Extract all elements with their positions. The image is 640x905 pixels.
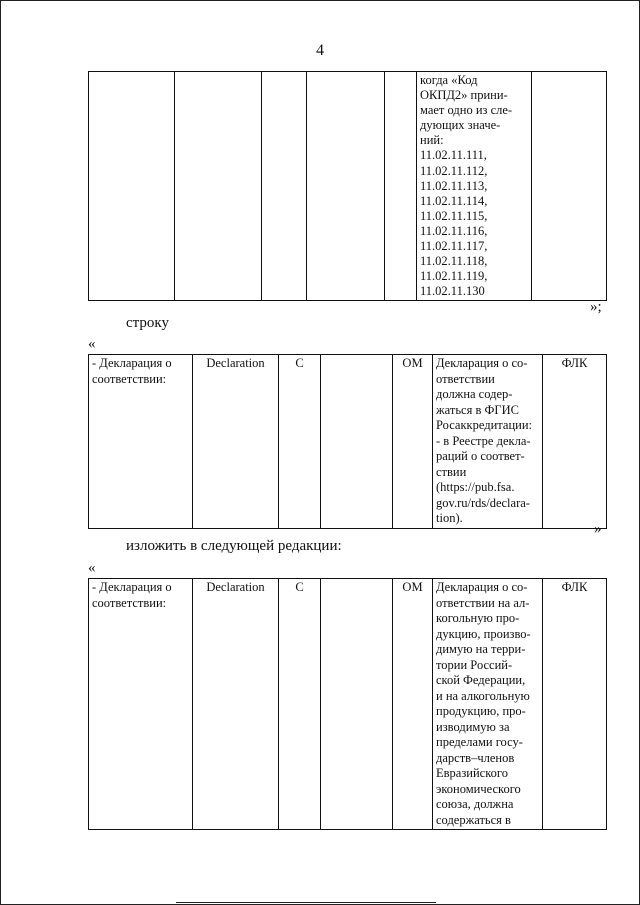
desc-line: 11.02.11.130	[420, 284, 485, 299]
table-row	[89, 355, 607, 529]
cell-description	[417, 72, 532, 301]
desc-line: gov.ru/rds/declara-	[436, 495, 530, 510]
text-izlozhit: изложить в следующей редакции:	[126, 538, 342, 554]
cell-check	[532, 72, 607, 301]
desc-line: 11.02.11.112,	[420, 163, 488, 178]
name-line: соответствии:	[92, 595, 167, 610]
desc-line: 11.02.11.117,	[420, 239, 488, 254]
cell-blank	[307, 72, 385, 301]
cell-type	[262, 72, 307, 301]
desc-line: Декларация о со-	[436, 356, 528, 370]
desc-line: и на алкогольную	[436, 688, 530, 703]
table-new-row	[88, 578, 607, 830]
name-line: - Декларация о	[92, 356, 172, 370]
page-number: 4	[316, 42, 324, 59]
cell-name	[89, 579, 193, 830]
desc-line: дарств–членов	[436, 750, 515, 765]
desc-line: дующих значе-	[420, 118, 501, 133]
cell-check: ФЛК	[543, 355, 607, 529]
desc-line: ответствии на ал-	[436, 595, 530, 610]
desc-line: ствии	[436, 464, 467, 479]
desc-line: должна содер-	[436, 387, 513, 401]
desc-line: tion).	[436, 511, 463, 525]
desc-line: ответствии	[436, 371, 495, 386]
cell-description	[433, 355, 543, 529]
desc-line: 11.02.11.111,	[420, 148, 487, 163]
desc-line: - в Реестре декла-	[436, 433, 531, 448]
cell-code	[175, 72, 262, 301]
desc-line: дукцию, произво-	[436, 626, 531, 641]
closing-quote: »	[594, 521, 602, 537]
desc-line: 11.02.11.116,	[420, 223, 488, 238]
closing-quote: »;	[590, 299, 602, 315]
desc-line: пределами госу-	[436, 735, 523, 749]
cell-blank	[321, 579, 393, 830]
desc-line: экономического	[436, 781, 521, 796]
desc-line: изводимую за	[436, 719, 510, 734]
desc-line: мает одно из сле-	[420, 103, 513, 118]
cell-name	[89, 355, 193, 529]
cell-type: С	[279, 355, 321, 529]
cell-code: Declaration	[193, 355, 279, 529]
desc-line: жаться в ФГИС	[436, 402, 519, 417]
text-stroku: строку	[126, 315, 169, 331]
cell-check: ФЛК	[543, 579, 607, 830]
desc-line: Декларация о со-	[436, 580, 528, 594]
cell-mult	[385, 72, 417, 301]
opening-quote: «	[88, 336, 96, 352]
desc-line: ний:	[420, 133, 444, 148]
desc-line: продукцию, про-	[436, 704, 526, 718]
desc-line: когольную про-	[436, 611, 520, 625]
cell-blank	[321, 355, 393, 529]
cell-description	[433, 579, 543, 830]
opening-quote: «	[88, 560, 96, 576]
bottom-rule	[176, 902, 436, 903]
desc-line: 11.02.11.114,	[420, 193, 488, 208]
name-line: - Декларация о	[92, 580, 172, 594]
desc-line: Евразийского	[436, 766, 508, 780]
cell-code: Declaration	[193, 579, 279, 830]
table-row	[89, 579, 607, 830]
cell-type: С	[279, 579, 321, 830]
desc-line: 11.02.11.113,	[420, 178, 488, 193]
desc-line: раций о соответ-	[436, 449, 525, 463]
cell-mult: ОМ	[393, 355, 433, 529]
cell-name	[89, 72, 175, 301]
desc-line: 11.02.11.115,	[420, 208, 488, 223]
desc-line: (https://pub.fsa.	[436, 480, 515, 494]
desc-line: 11.02.11.119,	[420, 269, 488, 284]
desc-line: ОКПД2» прини-	[420, 88, 508, 103]
table-row	[89, 72, 607, 301]
table-continuation	[88, 71, 607, 301]
desc-line: Росаккредитации:	[436, 418, 532, 432]
table-old-row	[88, 354, 607, 529]
desc-line: содержаться в	[436, 812, 511, 827]
name-line: соответствии:	[92, 371, 167, 386]
desc-line: союза, должна	[436, 797, 514, 811]
desc-line: когда «Код	[420, 73, 478, 87]
desc-line: 11.02.11.118,	[420, 254, 488, 269]
cell-mult: ОМ	[393, 579, 433, 830]
desc-line: ской Федерации,	[436, 673, 526, 687]
desc-line: тории Россий-	[436, 657, 513, 672]
desc-line: димую на терри-	[436, 642, 526, 656]
